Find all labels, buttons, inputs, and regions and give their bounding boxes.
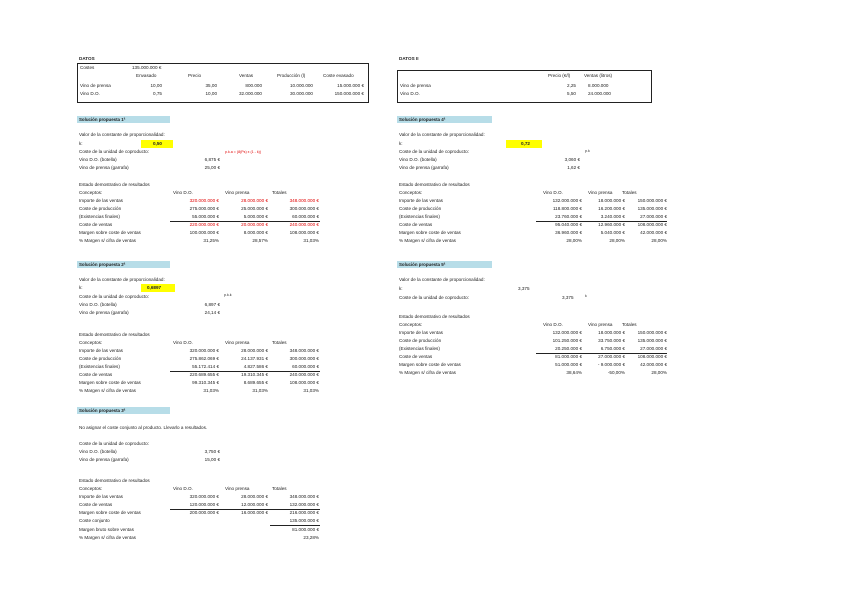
s1-estado-title: Estado demostrativo de resultados (79, 182, 150, 187)
s2-cell: 24.137.931 € (241, 356, 268, 361)
datos-header-produccion: Producción (l) (277, 73, 306, 78)
s5-cell: 150.000.000 € (637, 330, 667, 335)
s1-cell: 108.000.000 € (289, 230, 319, 235)
datos2-header-ventas: Ventas (litros) (584, 73, 613, 78)
s4-title: Solución propuesta 4ª (399, 117, 446, 122)
datos-cell: 800.000 (245, 83, 262, 88)
s4-estado-title: Estado demostrativo de resultados (399, 182, 470, 187)
s3-cell: 320.000.000 € (189, 494, 219, 499)
s1-cell: 220.000.000 € (189, 222, 219, 227)
datos-cell: 32.000.000 (239, 91, 262, 96)
s3-total-line (270, 525, 320, 526)
s2-formula: p.k.k (224, 293, 232, 297)
s3-cell: 23,28% (303, 535, 319, 540)
s3-row-label: Coste de ventas (79, 502, 113, 507)
s1-formula: p.k.a = (8(Ps) x (1 - k)) (225, 150, 262, 154)
s3-row-label: Margen bruto sobre ventas (79, 527, 134, 532)
s4-cell: 3.240.000 € (600, 214, 625, 219)
s4-cell: 132.000.000 € (552, 198, 582, 203)
s2-col-vinodo: Vino D.O. (173, 340, 193, 345)
s4-k-label: k: (399, 141, 403, 146)
s4-item-label: Vino D.O. (botella) (399, 157, 437, 162)
s5-cell: 135.000.000 € (637, 338, 667, 343)
s4-item-value: 1,62 € (567, 165, 580, 170)
datos2-header-precio: Precio (€/l) (548, 73, 571, 78)
s1-cell: 5.000.000 € (243, 214, 268, 219)
s4-row-label: Margen sobre coste de ventas (399, 230, 461, 235)
datos2-title: DATOS II (399, 56, 419, 61)
s4-cell: 135.000.000 € (637, 206, 667, 211)
s3-cell: 28.000.000 € (241, 494, 268, 499)
s3-cell: 200.000.000 € (189, 510, 219, 515)
s1-cell: 60.000.000 € (292, 214, 319, 219)
s5-header (397, 261, 492, 268)
s1-row-label: Margen sobre coste de ventas (79, 230, 141, 235)
s5-row-label: Importe de las ventas (399, 330, 443, 335)
datos-title: DATOS (79, 56, 95, 61)
s5-cell: 101.250.000 € (552, 338, 582, 343)
s4-col-vinodo: Vino D.O. (543, 190, 563, 195)
s2-item-label: Vino de prensa (garrafa) (79, 310, 129, 315)
s5-cell: 51.000.000 € (555, 362, 582, 367)
s1-item-value: 25,00 € (204, 165, 220, 170)
costes-label: Costes (80, 65, 95, 70)
datos-cell: 150.000.000 € (334, 91, 364, 96)
s5-constant-label: Valor de la constante de proporcionalidad: (399, 277, 485, 282)
s1-item-label: Vino de prensa (garrafa) (79, 165, 129, 170)
s3-row-label: Importe de las ventas (79, 494, 123, 499)
s3-cell: 348.000.000 € (289, 494, 319, 499)
s1-cell: 55.000.000 € (192, 214, 219, 219)
s2-row-label: Importe de las ventas (79, 348, 123, 353)
s2-cell: 4.827.586 € (243, 364, 268, 369)
datos-cell: 30.000.000 (290, 91, 313, 96)
s1-item-label: Vino D.O. (botella) (79, 157, 117, 162)
s2-cell: 60.000.000 € (292, 364, 319, 369)
s5-cell: 28,00% (651, 370, 667, 375)
s5-col-vinodo: Vino D.O. (543, 322, 563, 327)
s2-cell: 220.689.655 € (189, 372, 219, 377)
s5-cell: 27.000.000 € (640, 346, 667, 351)
s3-cell: 132.000.000 € (289, 502, 319, 507)
s1-cell: 300.000.000 € (289, 206, 319, 211)
datos-header-envasado: Envasado (136, 73, 157, 78)
datos2-box (397, 70, 652, 103)
s3-estado-title: Estado demostrativo de resultados (79, 478, 150, 483)
s1-cell: 348.000.000 € (289, 198, 319, 203)
s4-row-label: Coste de ventas (399, 222, 433, 227)
s5-unit-cost-value: 3,375 (562, 295, 574, 300)
s2-k-value: 0,6897 (147, 285, 162, 290)
s3-col-conceptos: Conceptos: (79, 486, 103, 491)
datos-cell: 15.000.000 € (337, 83, 364, 88)
s5-cell: 18.000.000 € (598, 330, 625, 335)
s3-item-label: Vino de prensa (garrafa) (79, 457, 129, 462)
s2-title: Solución propuesta 2ª (79, 262, 126, 267)
s4-row-label: Coste de producción (399, 206, 442, 211)
s2-k-label: k: (79, 285, 83, 290)
s2-estado-title: Estado demostrativo de resultados (79, 332, 150, 337)
s5-row-label: Coste de ventas (399, 354, 433, 359)
s3-col-vinodo: Vino D.O. (173, 486, 193, 491)
s2-unit-cost-label: Coste de la unidad de coproducto: (79, 294, 149, 299)
datos-cell: 10.000.000 (290, 83, 313, 88)
s1-cell: 8.000.000 € (243, 230, 268, 235)
datos-cell: 0,75 (153, 91, 162, 96)
s3-item-value: 3,750 € (204, 449, 220, 454)
s2-item-value: 6,897 € (204, 302, 220, 307)
s4-cell: 28,00% (566, 238, 582, 243)
s3-header (77, 407, 170, 414)
datos-header-ventas: Ventas (239, 73, 254, 78)
datos2-cell: 8.000.000 (588, 83, 609, 88)
s4-k-value: 0,72 (521, 141, 530, 146)
s5-formula: k (585, 294, 587, 298)
datos-row-label: Vino de prensa (80, 83, 111, 88)
s4-cell: 18.000.000 € (598, 198, 625, 203)
s1-col-vinodo: Vino D.O. (173, 190, 193, 195)
s4-item-label: Vino de prensa (garrafa) (399, 165, 449, 170)
s4-cell: 23.760.000 € (555, 214, 582, 219)
s1-unit-cost-label: Coste de la unidad de coproducto: (79, 149, 149, 154)
s5-k-label: k: (399, 286, 403, 291)
s2-row-label: Coste de producción (79, 356, 122, 361)
s5-row-label: Margen sobre coste de ventas (399, 362, 461, 367)
datos2-row-label: Vino de prensa (400, 83, 431, 88)
s3-row-label: % Margen s/ cifra de ventas (79, 535, 136, 540)
s4-cell: 150.000.000 € (637, 198, 667, 203)
s2-cell: 320.000.000 € (189, 348, 219, 353)
s4-cell: 42.000.000 € (640, 230, 667, 235)
s4-cell: 27.000.000 € (640, 214, 667, 219)
s4-cell: 28,00% (609, 238, 625, 243)
s4-cell: 108.000.000 € (637, 222, 667, 227)
s2-cell: 19.310.345 € (241, 372, 268, 377)
s4-item-value: 3,060 € (564, 157, 580, 162)
s1-row-label: (Existencias finales) (79, 214, 120, 219)
s4-col-prensa: Vino prensa (588, 190, 613, 195)
s5-row-label: Coste de producción (399, 338, 442, 343)
s1-cell: 275.000.000 € (189, 206, 219, 211)
s1-cell: 31,03% (303, 238, 319, 243)
s3-item-value: 15,00 € (204, 457, 220, 462)
datos-row-label: Vino D.O. (80, 91, 100, 96)
s1-cell: 240.000.000 € (289, 222, 319, 227)
s4-cell: 5.040.000 € (600, 230, 625, 235)
s2-item-value: 24,14 € (204, 310, 220, 315)
s1-cell: 28.000.000 € (241, 198, 268, 203)
datos2-cell: 5,50 (567, 91, 576, 96)
s3-col-prensa: Vino prensa (225, 486, 250, 491)
s1-constant-label: Valor de la constante de proporcionalidad: (79, 132, 165, 137)
s5-cell: 38,64% (566, 370, 582, 375)
s5-col-conceptos: Conceptos: (399, 322, 423, 327)
s2-row-label: Coste de ventas (79, 372, 113, 377)
s1-title: Solución propuesta 1ª (79, 117, 126, 122)
s5-unit-cost-label: Coste de la unidad de coproducto: (399, 295, 469, 300)
s2-col-prensa: Vino prensa (225, 340, 250, 345)
s2-cell: 28.000.000 € (241, 348, 268, 353)
s5-estado-title: Estado demostrativo de resultados (399, 314, 470, 319)
s2-cell: 300.000.000 € (289, 356, 319, 361)
s2-cell: 55.172.414 € (192, 364, 219, 369)
s5-col-prensa: Vino prensa (588, 322, 613, 327)
s5-cell: -50,00% (607, 370, 625, 375)
s1-cell: 31,25% (203, 238, 219, 243)
s5-row-label: % Margen s/ cifra de ventas (399, 370, 456, 375)
s5-cell: 33.750.000 € (598, 338, 625, 343)
datos-header-coste: Coste evasado (323, 73, 354, 78)
s5-cell: - 9.000.000 € (597, 362, 625, 367)
s1-cell: 100.000.000 € (189, 230, 219, 235)
datos2-row-label: Vino D.O. (400, 91, 420, 96)
s3-title: Solución propuesta 3ª (79, 408, 126, 413)
s3-cell: 135.000.000 € (289, 518, 319, 523)
s5-cell: 42.000.000 € (640, 362, 667, 367)
s4-row-label: % Margen s/ cifra de ventas (399, 238, 456, 243)
s5-row-label: (Existencias finales) (399, 346, 440, 351)
s3-row-label: Coste conjunto (79, 518, 110, 523)
s2-col-totales: Totales (272, 340, 287, 345)
s3-note: No asignar el coste conjunto al producto. Llevarlo a resultados. (79, 425, 208, 430)
s1-header (77, 116, 170, 123)
s3-col-totales: Totales (272, 486, 287, 491)
s2-cell: 31,03% (303, 388, 319, 393)
s2-row-label: Margen sobre coste de ventas (79, 380, 141, 385)
datos-header-precio: Precio (188, 73, 202, 78)
s1-k-value: 0,50 (153, 141, 162, 146)
s1-k-label: k: (79, 141, 83, 146)
s4-row-label: Importe de las ventas (399, 198, 443, 203)
s4-cell: 95.040.000 € (555, 222, 582, 227)
s2-cell: 108.000.000 € (289, 380, 319, 385)
s4-col-conceptos: Conceptos: (399, 190, 423, 195)
s1-cell: 320.000.000 € (189, 198, 219, 203)
s5-cell: 6.750.000 € (600, 346, 625, 351)
s3-cell: 12.000.000 € (241, 502, 268, 507)
s5-cell: 132.000.000 € (552, 330, 582, 335)
s1-col-totales: Totales (272, 190, 287, 195)
datos2-cell: 2,25 (567, 83, 576, 88)
s5-col-totales: Totales (622, 322, 637, 327)
s3-cell: 16.000.000 € (241, 510, 268, 515)
s1-col-prensa: Vino prensa (225, 190, 250, 195)
s4-cell: 16.200.000 € (598, 206, 625, 211)
s1-cell: 28,57% (252, 238, 268, 243)
s3-cell: 81.000.000 € (292, 527, 319, 532)
s4-cell: 28,00% (651, 238, 667, 243)
datos-cell: 10,00 (150, 83, 162, 88)
s1-row-label: Importe de las ventas (79, 198, 123, 203)
s4-constant-label: Valor de la constante de proporcionalidad: (399, 132, 485, 137)
s4-cell: 12.960.000 € (598, 222, 625, 227)
datos2-cell: 24.000.000 (588, 91, 611, 96)
s5-k-value: 3,375 (518, 286, 530, 291)
s3-row-label: Margen sobre coste de ventas (79, 510, 141, 515)
s4-col-totales: Totales (622, 190, 637, 195)
s1-row-label: Coste de ventas (79, 222, 113, 227)
s3-item-label: Vino D.O. (botella) (79, 449, 117, 454)
s5-cell: 108.000.000 € (637, 354, 667, 359)
s4-header (397, 116, 492, 123)
s2-item-label: Vino D.O. (botella) (79, 302, 117, 307)
s1-col-conceptos: Conceptos: (79, 190, 103, 195)
s2-row-label: (Existencias finales) (79, 364, 120, 369)
s4-row-label: (Existencias finales) (399, 214, 440, 219)
s5-cell: 81.000.000 € (555, 354, 582, 359)
s4-cell: 36.960.000 € (555, 230, 582, 235)
s3-cell: 216.000.000 € (289, 510, 319, 515)
s2-header (77, 261, 170, 268)
s1-cell: 20.000.000 € (241, 222, 268, 227)
s2-cell: 275.862.069 € (189, 356, 219, 361)
s2-cell: 240.000.000 € (289, 372, 319, 377)
s3-unit-cost-label: Coste de la unidad de coproducto: (79, 441, 149, 446)
s4-cell: 118.800.000 € (552, 206, 582, 211)
costes-value: 135.000.000 € (132, 65, 162, 70)
s5-title: Solución propuesta 5ª (399, 262, 446, 267)
s5-cell: 27.000.000 € (598, 354, 625, 359)
s4-formula: p.k (585, 149, 590, 153)
s2-cell: 8.689.655 € (243, 380, 268, 385)
s1-cell: 25.000.000 € (241, 206, 268, 211)
s5-cell: 20.250.000 € (555, 346, 582, 351)
s2-cell: 31,03% (252, 388, 268, 393)
datos-cell: 35,00 (205, 83, 217, 88)
s3-cell: 120.000.000 € (189, 502, 219, 507)
s4-unit-cost-label: Coste de la unidad de coproducto: (399, 149, 469, 154)
s2-row-label: % Margen s/ cifra de ventas (79, 388, 136, 393)
s2-cell: 99.310.345 € (192, 380, 219, 385)
s2-col-conceptos: Conceptos: (79, 340, 103, 345)
datos-cell: 10,00 (205, 91, 217, 96)
s2-cell: 348.000.000 € (289, 348, 319, 353)
s1-item-value: 6,875 € (204, 157, 220, 162)
s1-row-label: Coste de producción (79, 206, 122, 211)
s2-constant-label: Valor de la constante de proporcionalidad: (79, 277, 165, 282)
s1-row-label: % Margen s/ cifra de ventas (79, 238, 136, 243)
s2-cell: 31,03% (203, 388, 219, 393)
